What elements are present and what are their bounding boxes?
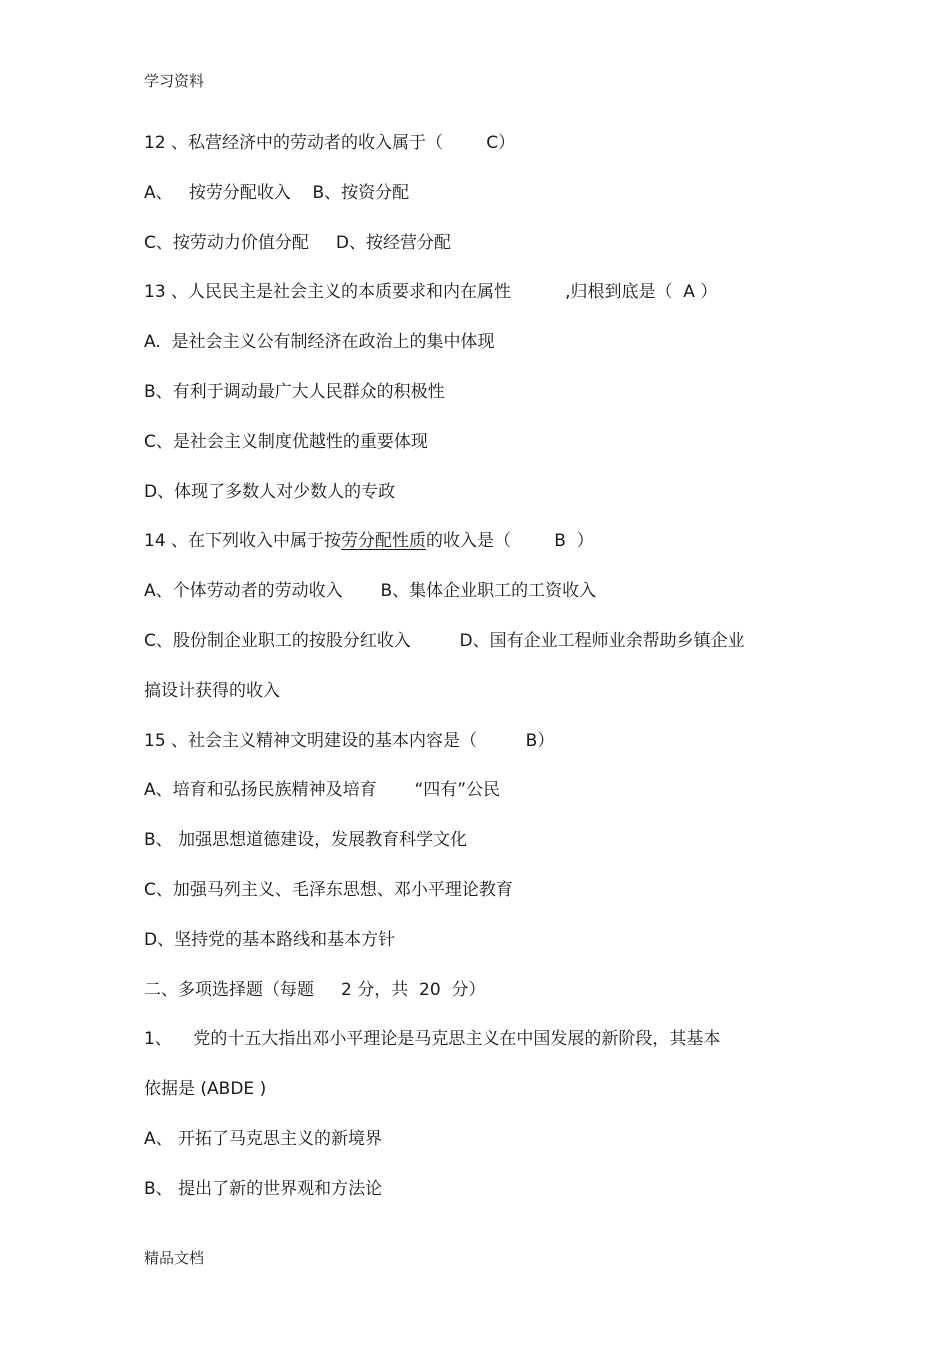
mc-question-1-continued: 依据是 (ABDE ) xyxy=(144,1079,267,1100)
q13-option-b: B、有利于调动最广大人民群众的积极性 xyxy=(144,381,445,402)
mc-q1-option-b: B、 提出了新的世界观和方法论 xyxy=(144,1178,383,1199)
q15-option-c: C、加强马列主义、毛泽东思想、邓小平理论教育 xyxy=(144,879,513,900)
q14-option-d-continued: 搞设计获得的收入 xyxy=(144,680,280,701)
q15-option-a: A、培育和弘扬民族精神及培育 “四有”公民 xyxy=(144,780,501,801)
q13-option-a: A. 是社会主义公有制经济在政治上的集中体现 xyxy=(144,332,495,353)
question-15: 15 、社会主义精神文明建设的基本内容是（ B） xyxy=(144,730,555,751)
q14-option-cd: C、股份制企业职工的按股分红收入 D、国有企业工程师业余帮助乡镇企业 xyxy=(144,630,745,651)
page-header: 学习资料 xyxy=(144,72,205,90)
mc-question-1: 1、 党的十五大指出邓小平理论是马克思主义在中国发展的新阶段，其基本 xyxy=(144,1029,721,1050)
document-body xyxy=(144,128,824,1224)
q13-option-d: D、体现了多数人对少数人的专政 xyxy=(144,481,396,502)
q12-option-ab: A、 按劳分配收入 B、按资分配 xyxy=(144,182,410,203)
q14-option-ab: A、个体劳动者的劳动收入 B、集体企业职工的工资收入 xyxy=(144,581,597,602)
q14-text-pre: 14 、在下列收入中属于按 xyxy=(144,531,342,552)
q12-option-cd: C、按劳动力价值分配 D、按经营分配 xyxy=(144,232,451,253)
question-14 xyxy=(144,526,824,576)
page-footer: 精品文档 xyxy=(144,1249,205,1267)
q15-option-d: D、坚持党的基本路线和基本方针 xyxy=(144,929,396,950)
q14-text-post: 的收入是（ B ） xyxy=(426,531,594,552)
section-heading-multiple-choice: 二、多项选择题（每题 2 分，共 20 分） xyxy=(144,979,486,1000)
question-13: 13 、人民民主是社会主义的本质要求和内在属性 ,归根到底是（ A ） xyxy=(144,282,718,303)
question-12: 12 、私营经济中的劳动者的收入属于（ C） xyxy=(144,133,516,153)
q15-option-b: B、 加强思想道德建设，发展教育科学文化 xyxy=(144,830,468,851)
q14-text-underlined: 劳分配性质 xyxy=(341,531,427,552)
mc-q1-option-a: A、 开拓了马克思主义的新境界 xyxy=(144,1128,383,1149)
q13-option-c: C、是社会主义制度优越性的重要体现 xyxy=(144,431,428,452)
